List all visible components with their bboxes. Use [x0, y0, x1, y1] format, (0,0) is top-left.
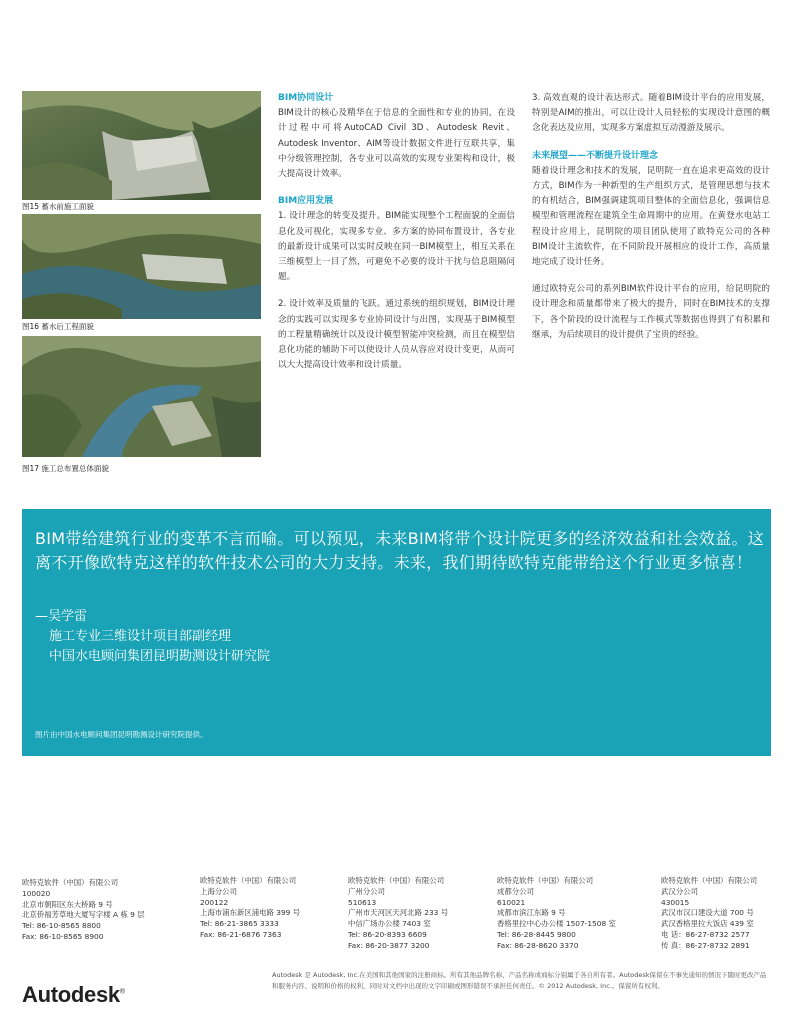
- office-line: 电 话：86-27-8732 2577: [661, 929, 750, 939]
- paragraph: BIM设计的核心及精华在于信息的全面性和专业的协同，在设计过程中可将AutoCAD Civil 3D、Autodesk Revit、Autodesk Inventor、AIM等设计数据文件进行互联共享，集中分级管理控制，各专业可以高效的实现专业架构和设计，极大提高设计效率。: [278, 108, 515, 180]
- figure-15-photo: [22, 91, 261, 200]
- figure-15-caption: 图15 蓄水前施工面貌: [22, 202, 94, 211]
- office-line: Tel: 86-10-8565 8800: [22, 921, 101, 931]
- office-line: Fax: 86-20-3877 3200: [348, 940, 430, 950]
- office-line: Fax: 86-21-6876 7363: [200, 929, 282, 939]
- paragraph: 2. 设计效率及质量的飞跃。通过系统的组织规划，BIM设计理念的实践可以实现多专业协同设计与出图，实现基于BIM模型的工程量精确统计以及设计模型智能冲突检测，而且在模型信息化功能的辅助下可以使设计人员从容应对设计变更，从而可以大大提高设计效率和设计质量。: [278, 299, 515, 371]
- office-line: 上海分公司: [200, 886, 237, 896]
- office-line: 430015: [661, 897, 690, 907]
- paragraph: 3. 高效直观的设计表达形式。随着BIM设计平台的应用发展，特别是AIM的推出，可以让设计人员轻松的实现设计意图的概念化表达及应用，实现多方案虚拟互动漫游及展示。: [532, 93, 770, 134]
- office-line: Fax: 86-28-8620 3370: [497, 940, 579, 950]
- office-line: 广州分公司: [348, 886, 385, 896]
- paragraph: 1. 设计理念的转变及提升。BIM能实现整个工程面貌的全面信息化及可视化，实现多专业、多方案的协同布置设计，各专业的最新设计成果可以实时反映在同一BIM模型上，相互关系在三维模型上一目了然，可避免不必要的设计干扰与信息阻隔问题。: [278, 211, 515, 283]
- office-line: 成都市滨江东路 9 号: [497, 908, 566, 918]
- author-name: —吴学雷: [35, 609, 88, 624]
- office-line: 610021: [497, 897, 526, 907]
- author-org: 中国水电顾问集团昆明勘测设计研究院: [49, 649, 271, 664]
- figure-17-photo: [22, 336, 261, 457]
- office-line: 欧特克软件（中国）有限公司: [497, 876, 594, 885]
- office-line: 传 真：86-27-8732 2891: [661, 940, 750, 950]
- office-line: Tel: 86-28-8445 9800: [497, 929, 576, 939]
- legal-notice: Autodesk 是 Autodesk, Inc.在美国和其他国家的注册商标。所有其他品牌名称、产品名称或商标分别属于各自所有者。Autodesk保留在不事先通知的情况下随时更改产品和服务内容、说明和价格的权利，同时对文档中出现的文字印刷或图形错误不承担任何责任。© 2012 Autodesk, Inc.。保留所有权利。: [272, 971, 767, 990]
- autodesk-logo: [22, 982, 125, 1008]
- logo-mark: ®: [119, 988, 125, 996]
- author-title: 施工专业三维设计项目部副经理: [49, 629, 232, 644]
- image-credit: 图片由中国水电顾问集团昆明勘测设计研究院提供。: [35, 730, 208, 739]
- figure-16-photo: [22, 214, 261, 319]
- office-line: 100020: [22, 888, 51, 898]
- office-beijing: [22, 878, 145, 943]
- office-line: 广州市天河区天河北路 233 号: [348, 908, 449, 918]
- section-title-bim-dev: BIM应用发展: [278, 196, 334, 207]
- office-line: 北京侨福芳草地大厦写字楼 A 栋 9 层: [22, 910, 145, 920]
- office-wuhan: [661, 876, 757, 952]
- right-column: [532, 91, 770, 355]
- office-line: 200122: [200, 897, 229, 907]
- office-shanghai: [200, 876, 300, 941]
- office-line: 欧特克软件（中国）有限公司: [348, 876, 445, 885]
- office-line: 武汉香格里拉大饭店 439 室: [661, 919, 754, 929]
- office-line: 武汉市汉口建设大道 700 号: [661, 908, 754, 918]
- office-line: 北京市朝阳区东大桥路 9 号: [22, 899, 113, 909]
- office-line: 中信广场办公楼 7403 室: [348, 919, 431, 929]
- section-title-bim-collab: BIM协同设计: [278, 93, 334, 103]
- figure-16-caption: 图16 蓄水后工程面貌: [22, 322, 94, 331]
- quote-text: BIM带给建筑行业的变革不言而喻。可以预见，未来BIM将带个设计院更多的经济效益和社会效益。这离不开像欧特克这样的软件技术公司的大力支持。未来，我们期待欧特克能带给这个行业更多惊喜！: [35, 529, 765, 572]
- office-line: 武汉分公司: [661, 886, 698, 896]
- office-line: 欧特克软件（中国）有限公司: [200, 876, 297, 885]
- office-line: 成都分公司: [497, 886, 534, 896]
- office-line: Tel: 86-20-8393 6609: [348, 929, 427, 939]
- office-line: Tel: 86-21-3865 3333: [200, 919, 279, 929]
- office-guangzhou: [348, 876, 448, 952]
- logo-text: Autodesk: [22, 982, 120, 1007]
- office-line: 510613: [348, 897, 377, 907]
- section-title-future: 未来展望——不断提升设计理念: [532, 150, 659, 161]
- quote-author: [35, 607, 270, 667]
- paragraph: 随着设计理念和技术的发展，昆明院一直在追求更高效的设计方式，BIM作为一种新型的生产组织方式，是管理思想与技术的有机结合，BIM强调建筑项目整体的全面信息化，强调信息模型和管理流程在建筑全生命周期中的应用。在黄登水电站工程设计应用上，昆明院的项目团队使用了欧特克公司的各种BIM设计主流软件，在不同阶段开展相应的设计工作，高质量地完成了设计任务。: [532, 165, 770, 268]
- figure-17-caption: 图17 施工总布置总体面貌: [22, 464, 109, 473]
- office-line: 香格里拉中心办公楼 1507-1508 室: [497, 919, 616, 929]
- office-line: 欧特克软件（中国）有限公司: [661, 876, 758, 885]
- office-line: 欧特克软件（中国）有限公司: [22, 878, 119, 887]
- middle-column: [278, 91, 515, 385]
- paragraph: 通过欧特克公司的系列BIM软件设计平台的应用，给昆明院的设计理念和质量都带来了极大的提升，同时在BIM技术的支撑下，各个阶段的设计流程与工作模式等数据也得到了有积累和继承，为后续项目的设计提供了宝贵的经验。: [532, 284, 770, 340]
- office-line: Fax: 86-10-8565 8900: [22, 931, 104, 941]
- quote-band: [22, 509, 771, 756]
- office-chengdu: [497, 876, 616, 952]
- office-line: 上海市浦东新区浦电路 399 号: [200, 908, 301, 918]
